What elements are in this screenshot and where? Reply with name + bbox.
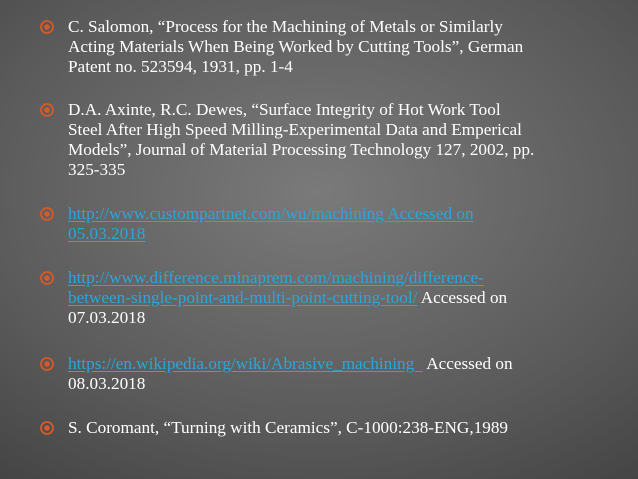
reference-text bbox=[68, 204, 598, 244]
reference-line: D.A. Axinte, R.C. Dewes, “Surface Integrity of Hot Work Tool bbox=[68, 100, 501, 119]
reference-text bbox=[68, 418, 598, 438]
reference-link[interactable]: https://en.wikipedia.org/wiki/Abrasive_machining bbox=[68, 354, 423, 373]
reference-line: Steel After High Speed Milling-Experimental Data and Emperical bbox=[68, 120, 522, 139]
accessed-label: Accessed on bbox=[417, 288, 508, 307]
reference-link[interactable]: between-single-point-and-multi-point-cutting-tool/ bbox=[68, 288, 418, 307]
target-circle-icon bbox=[40, 421, 54, 435]
reference-line: Acting Materials When Being Worked by Cutting Tools”, German bbox=[68, 37, 524, 56]
target-circle-icon bbox=[40, 357, 54, 371]
reference-link[interactable]: 05.03.2018 bbox=[68, 224, 146, 243]
reference-line bbox=[68, 354, 598, 374]
reference-text bbox=[68, 268, 598, 328]
reference-link[interactable]: http://www.custompartnet.com/wu/machining Accessed on bbox=[68, 204, 474, 223]
reference-link[interactable]: http://www.difference.minaprem.com/machining/difference- bbox=[68, 268, 484, 287]
accessed-date: 07.03.2018 bbox=[68, 308, 146, 327]
accessed-label: Accessed on bbox=[422, 354, 513, 373]
target-circle-icon bbox=[40, 271, 54, 285]
target-circle-icon bbox=[40, 207, 54, 221]
reference-text bbox=[68, 17, 598, 77]
reference-text bbox=[68, 354, 598, 394]
accessed-date: 08.03.2018 bbox=[68, 374, 146, 393]
reference-line: S. Coromant, “Turning with Ceramics”, C-1000:238-ENG,1989 bbox=[68, 418, 509, 437]
reference-text bbox=[68, 100, 598, 180]
reference-line: C. Salomon, “Process for the Machining of Metals or Similarly bbox=[68, 17, 503, 36]
reference-line: 325-335 bbox=[68, 160, 126, 179]
target-circle-icon bbox=[40, 103, 54, 117]
target-circle-icon bbox=[40, 20, 54, 34]
reference-line bbox=[68, 288, 598, 308]
reference-line: Models”, Journal of Material Processing Technology 127, 2002, pp. bbox=[68, 140, 535, 159]
reference-line: Patent no. 523594, 1931, pp. 1-4 bbox=[68, 57, 293, 76]
